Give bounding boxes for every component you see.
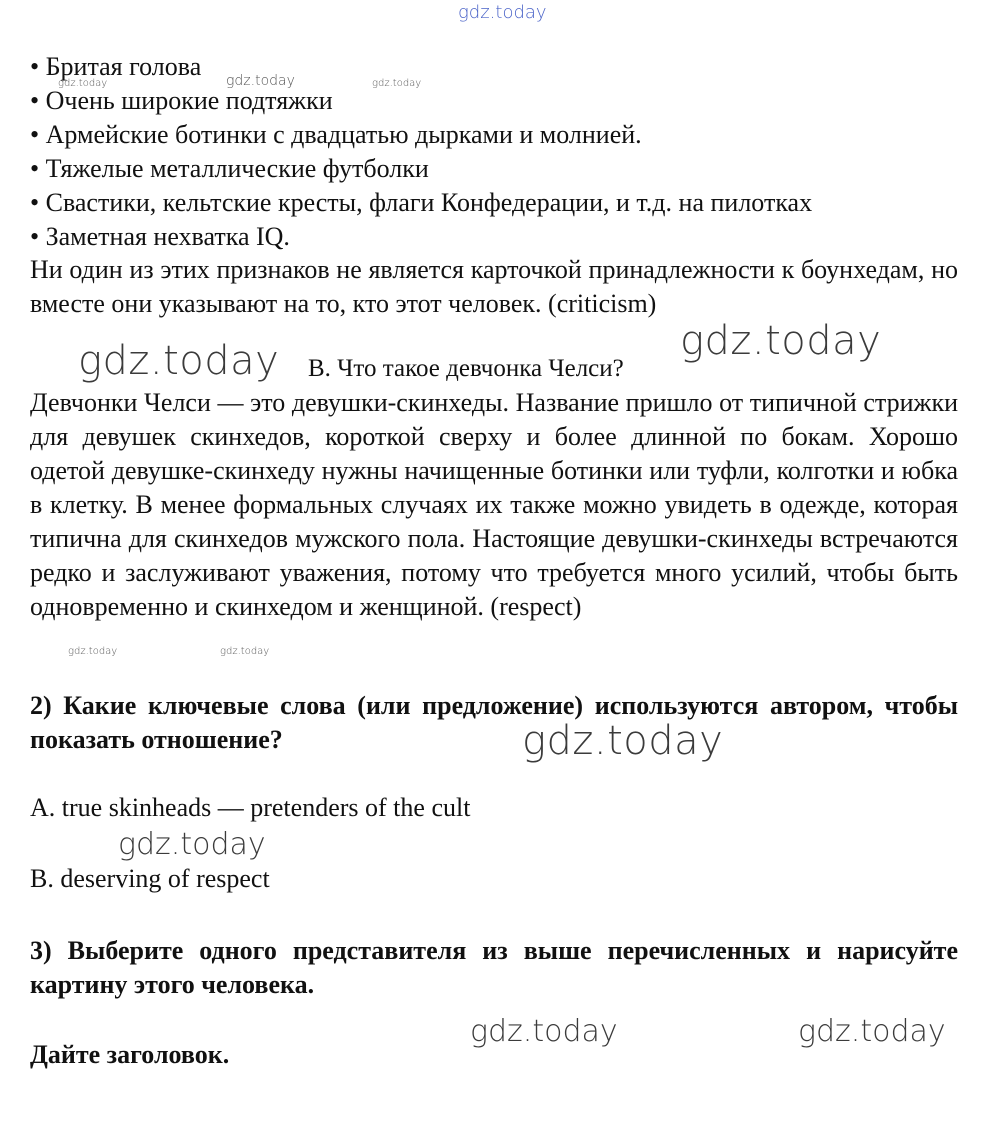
question-2: 2) Какие ключевые слова (или предложение) используются автором, чтобы показать отношение?	[30, 691, 958, 754]
watermark: gdz.today	[372, 78, 422, 89]
watermark: gdz.today	[522, 718, 724, 764]
answer-a: A. true skinheads — pretenders of the cult	[30, 793, 471, 822]
section-heading-b: B. Что такое девчонка Челси?	[308, 355, 624, 382]
watermark: gdz.today	[798, 1014, 946, 1049]
watermark: gdz.today	[220, 646, 270, 657]
document-page	[30, 0, 958, 1142]
task-title: Дайте заголовок.	[30, 1040, 230, 1069]
bullet-item: • Бритая голова	[30, 52, 202, 81]
watermark: gdz.today	[118, 827, 266, 862]
bullet-item: • Очень широкие подтяжки	[30, 86, 333, 115]
watermark: gdz.today	[470, 1014, 618, 1049]
watermark: gdz.today	[68, 646, 118, 657]
watermark: gdz.today	[458, 2, 547, 23]
paragraph-chelsea-girls: Девчонки Челси — это девушки-скинхеды. Название пришло от типичной стрижки для девушек скинхедов, короткой сверху и более длинной по бокам. Хорошо одетой девушке-скинхеду нужны начищенные ботинки или туфли, колготки и юбка в клетку. В менее формальных случаях их также можно увидеть в одежде, которая типична для скинхедов мужского пола. Настоящие девушки-скинхеды встречаются редко и заслуживают уважения, потому что требуется много усилий, чтобы быть одновременно и скинхедом и женщиной. (respect)	[30, 388, 958, 621]
answer-b: B. deserving of respect	[30, 864, 270, 893]
bullet-item: • Армейские ботинки с двадцатью дырками и молнией.	[30, 120, 642, 149]
paragraph-criticism: Ни один из этих признаков не является карточкой принадлежности к боунхедам, но вместе они указывают на то, кто этот человек. (criticism)	[30, 255, 958, 318]
watermark: gdz.today	[58, 78, 108, 89]
watermark: gdz.today	[78, 338, 280, 384]
bullet-item: • Заметная нехватка IQ.	[30, 222, 290, 251]
watermark: gdz.today	[680, 318, 882, 364]
question-3: 3) Выберите одного представителя из выше перечисленных и нарисуйте картину этого человека.	[30, 936, 958, 999]
bullet-item: • Тяжелые металлические футболки	[30, 154, 429, 183]
watermark: gdz.today	[226, 73, 295, 89]
bullet-item: • Свастики, кельтские кресты, флаги Конфедерации, и т.д. на пилотках	[30, 188, 813, 217]
